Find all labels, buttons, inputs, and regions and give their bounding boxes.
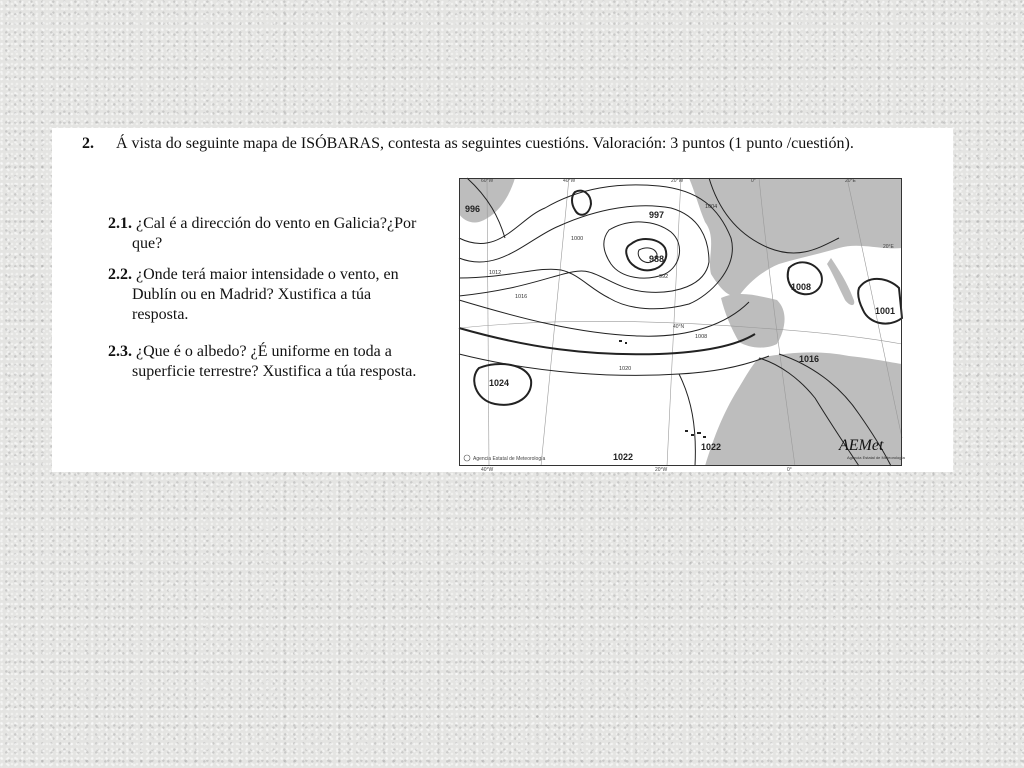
svg-text:1016: 1016 (515, 294, 528, 300)
svg-text:992: 992 (659, 274, 669, 280)
svg-text:1020: 1020 (619, 366, 632, 372)
svg-text:Agencia Estatal de Meteorologí: Agencia Estatal de Meteorología (473, 456, 546, 462)
subquestion-text-cont: Dublín ou en Madrid? Xustifica a túa (132, 286, 372, 303)
svg-text:20°E: 20°E (845, 178, 856, 184)
subquestion-text-cont: superficie terrestre? Xustifica a túa resposta. (132, 363, 417, 380)
svg-text:1012: 1012 (489, 270, 502, 276)
svg-text:20°W: 20°W (655, 467, 668, 473)
svg-text:20°E: 20°E (883, 244, 894, 250)
subquestion-2-1 (108, 214, 448, 254)
subquestion-text: ¿Cal é a dirección do vento en Galicia?¿Por (136, 215, 417, 232)
question-text: Á vista do seguinte mapa de ISÓBARAS, contesta as seguintes cuestións. Valoración: 3 puntos (1 punto /cuestión). (116, 135, 854, 152)
subquestion-text: ¿Que é o albedo? ¿É uniforme en toda a (136, 343, 392, 360)
svg-text:40°W: 40°W (481, 467, 494, 473)
svg-text:40°N: 40°N (673, 324, 685, 330)
isobar-map (459, 178, 905, 473)
svg-text:20°W: 20°W (671, 178, 684, 184)
exam-sheet (52, 128, 953, 472)
pressure-label: 1008 (791, 282, 812, 292)
pressure-label: 1022 (701, 442, 722, 452)
svg-text:Agencia Estatal de Meteorologí: Agencia Estatal de Meteorología (847, 455, 905, 460)
pressure-label: 996 (465, 204, 481, 214)
svg-text:1004: 1004 (705, 204, 718, 210)
svg-text:AEMet: AEMet (839, 437, 884, 454)
subquestion-text: ¿Onde terá maior intensidade o vento, en (136, 266, 399, 283)
subquestion-number: 2.3. (108, 343, 132, 360)
subquestion-text-cont: resposta. (132, 306, 189, 323)
pressure-label: 997 (649, 210, 665, 220)
svg-text:1008: 1008 (695, 334, 708, 340)
pressure-label: 1001 (875, 306, 896, 316)
pressure-label: 1016 (799, 354, 820, 364)
svg-text:60°W: 60°W (481, 178, 494, 184)
svg-text:1000: 1000 (571, 236, 584, 242)
question-number: 2. (82, 135, 94, 152)
svg-text:0°: 0° (751, 178, 756, 184)
subquestion-text-cont: que? (132, 235, 163, 252)
subquestion-number: 2.1. (108, 215, 132, 232)
svg-text:0°: 0° (787, 467, 792, 473)
svg-text:40°W: 40°W (563, 178, 576, 184)
map-credit (464, 455, 545, 462)
pressure-label: 1024 (489, 378, 510, 388)
pressure-label: 988 (649, 254, 665, 264)
subquestion-2-3 (108, 342, 448, 382)
pressure-label: 1022 (613, 452, 634, 462)
subquestion-2-2 (108, 265, 448, 325)
subquestion-number: 2.2. (108, 266, 132, 283)
